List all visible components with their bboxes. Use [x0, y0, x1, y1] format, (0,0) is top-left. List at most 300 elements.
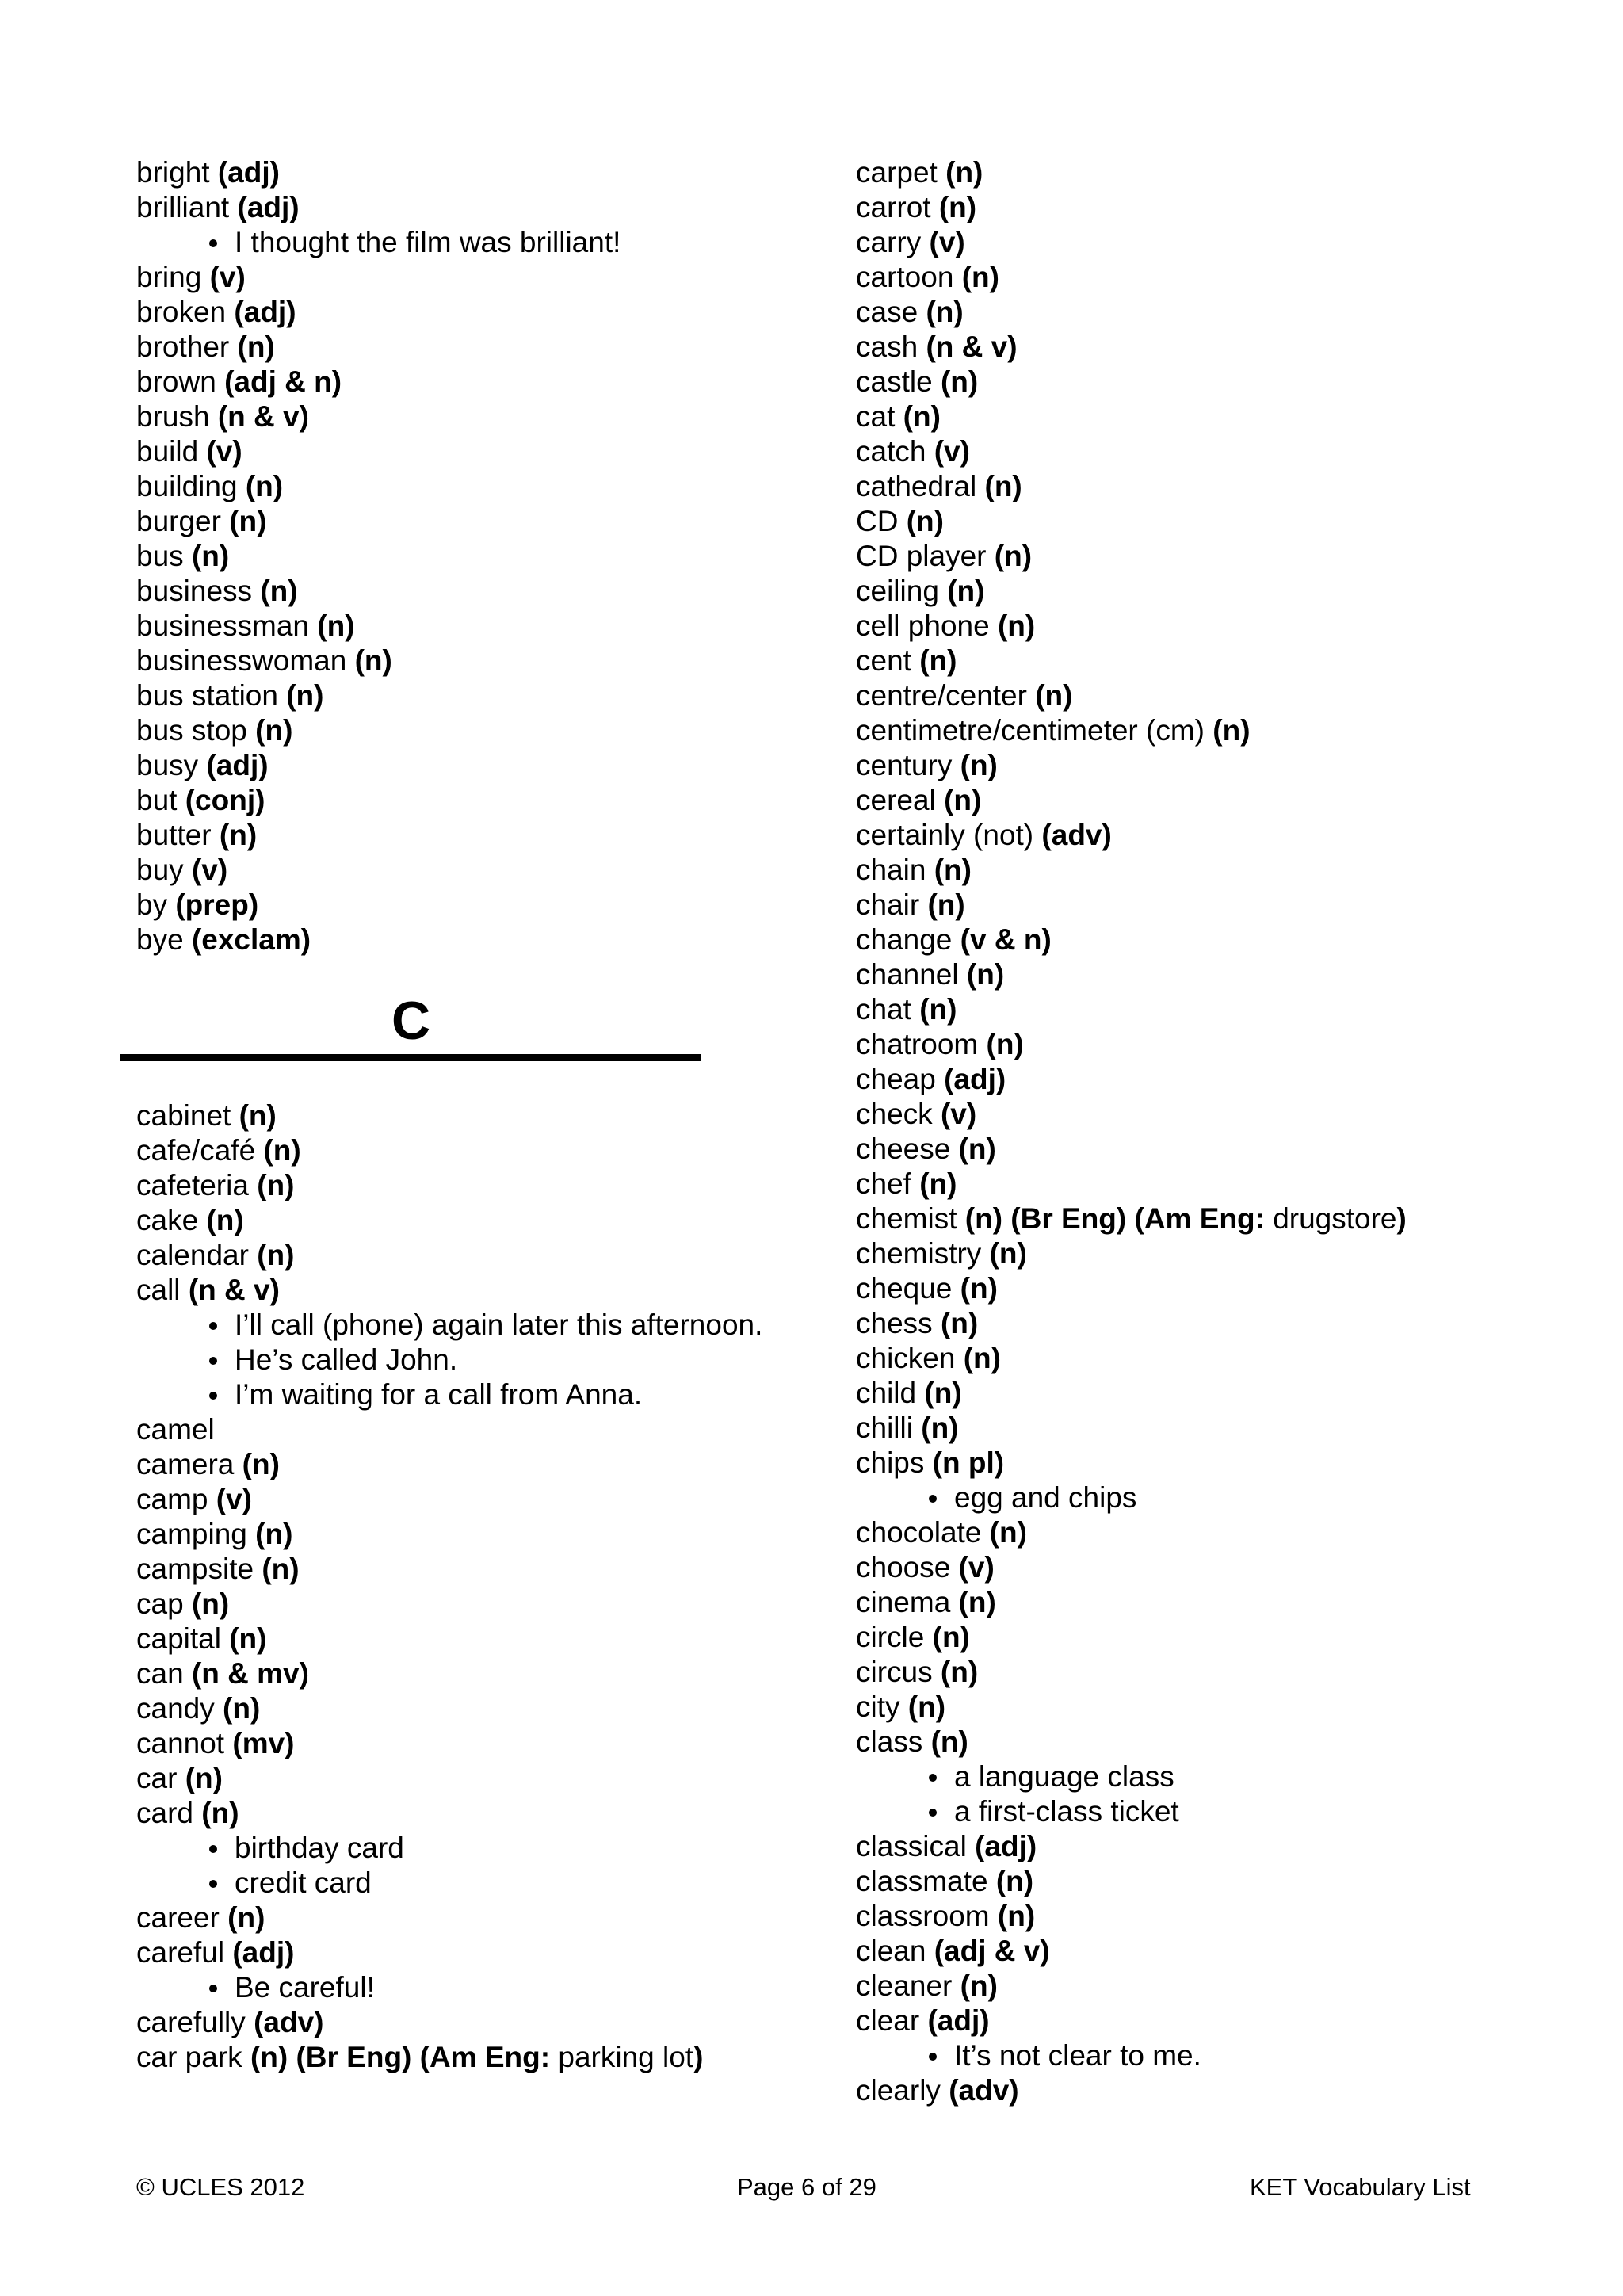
part-of-speech: (n) — [260, 575, 298, 607]
vocab-entry — [136, 365, 770, 399]
vocab-word: carry — [856, 226, 922, 258]
vocab-word: cathedral — [856, 470, 977, 502]
part-of-speech: (v) — [929, 226, 965, 258]
section-divider — [120, 1054, 701, 1061]
part-of-speech: (n) — [257, 1239, 295, 1271]
part-of-speech: (n) — [1035, 679, 1073, 712]
vocab-word: cent — [856, 644, 911, 677]
vocab-word: cleaner — [856, 1969, 953, 2002]
part-of-speech: (n) — [906, 505, 944, 537]
part-of-speech: (exclam) — [191, 923, 311, 956]
vocab-word: career — [136, 1901, 220, 1934]
vocab-entry — [856, 1271, 1601, 1306]
vocab-entry — [856, 1027, 1601, 1062]
vocab-word: class — [856, 1725, 923, 1758]
vocab-word: clearly — [856, 2074, 941, 2107]
part-of-speech: (n) — [934, 854, 972, 886]
part-of-speech: (n) — [229, 505, 267, 537]
vocab-entry — [136, 678, 770, 713]
part-of-speech: (n) — [960, 1272, 998, 1305]
vocab-entry — [856, 365, 1601, 399]
example-item — [136, 1343, 818, 1377]
vocab-entry — [856, 957, 1601, 992]
part-of-speech: (n) — [963, 1342, 1001, 1374]
example-item — [136, 1970, 818, 2005]
part-of-speech: (n) (Br Eng) (Am Eng: — [250, 2041, 551, 2073]
vocab-entry — [856, 1550, 1601, 1585]
vocab-entry — [856, 1062, 1601, 1097]
vocab-entry — [136, 783, 770, 818]
vocab-word: brush — [136, 400, 210, 433]
vocab-entry — [856, 1515, 1601, 1550]
footer-copyright: © UCLES 2012 — [136, 2173, 305, 2201]
vocab-entry — [856, 539, 1601, 574]
vocab-entry — [136, 1168, 818, 1203]
vocab-word: clean — [856, 1935, 926, 1967]
vocab-word: business — [136, 575, 253, 607]
vocab-entry — [856, 1236, 1601, 1271]
vocab-entry — [136, 155, 770, 190]
vocab-word: candy — [136, 1692, 215, 1725]
vocab-entry — [136, 1656, 818, 1691]
part-of-speech: (n) — [317, 609, 355, 642]
vocab-entry — [136, 1935, 818, 1970]
part-of-speech: (n) (Br Eng) (Am Eng: — [964, 1202, 1265, 1235]
part-of-speech: (n) — [997, 609, 1036, 642]
vocab-word: bright — [136, 156, 210, 189]
vocab-word: classical — [856, 1830, 967, 1862]
part-of-speech: (n) — [940, 1656, 979, 1688]
vocab-word: carrot — [856, 191, 931, 223]
vocab-entry — [856, 1585, 1601, 1620]
vocab-entry — [856, 1446, 1601, 1480]
vocab-word: chatroom — [856, 1028, 979, 1060]
part-of-speech: (n pl) — [932, 1446, 1005, 1479]
bullet-icon — [209, 1357, 217, 1365]
part-of-speech: (n) — [926, 296, 964, 328]
part-of-speech: (v) — [206, 435, 242, 468]
vocab-word: businesswoman — [136, 644, 347, 677]
bullet-icon — [209, 239, 217, 247]
vocab-word: circle — [856, 1621, 925, 1653]
vocab-word: CD — [856, 505, 899, 537]
part-of-speech: (prep) — [175, 888, 259, 921]
vocab-word: capital — [136, 1622, 221, 1655]
part-of-speech: (v) — [216, 1483, 252, 1515]
part-of-speech: (adv) — [949, 2074, 1019, 2107]
vocab-entry — [856, 1376, 1601, 1411]
vocab-entry — [136, 1517, 818, 1552]
example-item — [136, 1377, 818, 1412]
part-of-speech: (n) — [995, 1865, 1034, 1897]
vocab-word: chef — [856, 1167, 911, 1200]
vocab-word: burger — [136, 505, 221, 537]
vocab-word: brown — [136, 365, 216, 398]
vocab-word: certainly (not) — [856, 819, 1034, 851]
part-of-speech: (n & v) — [217, 400, 309, 433]
part-of-speech: (n) — [997, 1900, 1036, 1932]
vocab-entry — [856, 2073, 1601, 2108]
vocab-word: cake — [136, 1204, 199, 1236]
vocab-entry — [856, 1620, 1601, 1655]
vocab-word: broken — [136, 296, 227, 328]
vocab-word: child — [856, 1377, 917, 1409]
vocab-entry — [856, 155, 1601, 190]
part-of-speech: (n) — [938, 191, 977, 223]
part-of-speech: (n) — [255, 714, 293, 747]
part-of-speech: (n) — [984, 470, 1022, 502]
vocab-entry — [136, 434, 770, 469]
vocab-word: busy — [136, 749, 199, 781]
part-of-speech: (n) — [263, 1134, 301, 1167]
example-item — [856, 2038, 1601, 2073]
vocab-entry — [136, 1203, 818, 1238]
vocab-word: building — [136, 470, 238, 502]
vocab-entry — [856, 1690, 1601, 1725]
example-sentence: a first-class ticket — [954, 1795, 1179, 1828]
vocab-entry — [856, 260, 1601, 295]
section-heading: C — [391, 991, 431, 1051]
part-of-speech: (adj) — [927, 2004, 990, 2037]
left-column-bottom — [136, 1098, 818, 2075]
vocab-entry — [136, 818, 770, 853]
vocab-word: centre/center — [856, 679, 1027, 712]
vocab-entry — [136, 539, 770, 574]
bullet-icon — [209, 1392, 217, 1400]
vocab-entry — [136, 399, 770, 434]
vocab-word: can — [136, 1657, 184, 1690]
footer-document-title: KET Vocabulary List — [1250, 2173, 1471, 2201]
vocab-entry — [136, 609, 770, 644]
vocab-entry — [856, 504, 1601, 539]
vocab-entry — [136, 1552, 818, 1587]
part-of-speech: (n) — [919, 1167, 957, 1200]
vocab-word: butter — [136, 819, 212, 851]
part-of-speech: (n) — [239, 1099, 277, 1132]
part-of-speech: (n) — [989, 1516, 1027, 1549]
vocab-entry — [136, 330, 770, 365]
part-of-speech: (n) — [262, 1553, 300, 1585]
vocab-word: camping — [136, 1518, 247, 1550]
vocab-entry — [856, 1934, 1601, 1969]
part-of-speech: (n) — [921, 1412, 959, 1444]
example-item — [136, 1831, 818, 1866]
example-item — [856, 1794, 1601, 1829]
vocab-entry — [136, 748, 770, 783]
vocab-entry — [856, 1097, 1601, 1132]
left-column-top — [136, 155, 770, 957]
vocab-word: chair — [856, 888, 920, 921]
vocab-entry — [136, 1447, 818, 1482]
vocab-entry — [136, 469, 770, 504]
vocab-word: camera — [136, 1448, 235, 1480]
footer-page-number: Page 6 of 29 — [737, 2173, 876, 2201]
vocab-word: ceiling — [856, 575, 939, 607]
example-item — [856, 1480, 1601, 1515]
example-sentence: birthday card — [235, 1832, 404, 1864]
part-of-speech: (n) — [242, 1448, 280, 1480]
vocab-entry — [136, 190, 770, 225]
vocab-word: businessman — [136, 609, 310, 642]
vocab-entry — [136, 260, 770, 295]
vocab-entry — [856, 434, 1601, 469]
vocab-entry — [856, 2004, 1601, 2038]
vocab-word: chain — [856, 854, 926, 886]
vocab-entry — [136, 1133, 818, 1168]
part-of-speech: (n) — [286, 679, 324, 712]
part-of-speech: (v) — [958, 1551, 995, 1584]
vocab-word: cabinet — [136, 1099, 231, 1132]
part-of-speech: (n) — [924, 1377, 962, 1409]
part-of-speech: (adj) — [234, 296, 296, 328]
example-item — [136, 1866, 818, 1901]
vocab-word: camp — [136, 1483, 208, 1515]
vocab-word: CD player — [856, 540, 987, 572]
part-of-speech: (mv) — [232, 1727, 295, 1759]
vocab-entry — [136, 888, 770, 923]
vocab-word: centimetre/centimeter (cm) — [856, 714, 1205, 747]
vocab-entry — [856, 713, 1601, 748]
part-of-speech: (n) — [245, 470, 284, 502]
part-of-speech: (n) — [206, 1204, 244, 1236]
vocab-word: buy — [136, 854, 184, 886]
vocab-word: century — [856, 749, 953, 781]
vocab-entry — [856, 644, 1601, 678]
vocab-word: build — [136, 435, 199, 468]
vocab-word: check — [856, 1098, 933, 1130]
vocab-entry — [136, 1482, 818, 1517]
part-of-speech: (n) — [1212, 714, 1251, 747]
vocab-entry — [856, 818, 1601, 853]
bullet-icon — [929, 1495, 937, 1503]
vocab-word: call — [136, 1274, 181, 1306]
part-of-speech: (n) — [940, 1307, 979, 1339]
bullet-icon — [929, 2053, 937, 2061]
vocab-word: calendar — [136, 1239, 249, 1271]
vocab-word: cheque — [856, 1272, 953, 1305]
vocab-entry — [856, 469, 1601, 504]
vocab-entry — [136, 1412, 818, 1447]
american-english-note: drugstore — [1273, 1202, 1397, 1235]
part-of-speech: (adj) — [944, 1063, 1006, 1095]
part-of-speech: (adj) — [217, 156, 280, 189]
vocab-word: chilli — [856, 1412, 913, 1444]
part-of-speech: (n) — [994, 540, 1033, 572]
vocab-entry — [856, 1306, 1601, 1341]
vocab-word: classmate — [856, 1865, 988, 1897]
part-of-speech: (adv) — [254, 2006, 324, 2038]
part-of-speech: (adj) — [975, 1830, 1037, 1862]
example-sentence: I’m waiting for a call from Anna. — [235, 1378, 643, 1411]
vocab-entry — [136, 923, 770, 957]
vocab-entry — [856, 1969, 1601, 2004]
part-of-speech: (n) — [185, 1762, 223, 1794]
vocab-word: but — [136, 784, 178, 816]
bullet-icon — [209, 1322, 217, 1330]
vocab-word: chess — [856, 1307, 933, 1339]
part-of-speech: (n) — [930, 1725, 968, 1758]
american-english-note: parking lot — [558, 2041, 694, 2073]
vocab-entry — [856, 888, 1601, 923]
part-of-speech: (n) — [958, 1133, 996, 1165]
bullet-icon — [209, 1845, 217, 1853]
vocab-entry — [856, 1341, 1601, 1376]
vocab-word: clear — [856, 2004, 920, 2037]
vocab-word: camel — [136, 1413, 215, 1446]
part-of-speech: (n & v) — [188, 1274, 280, 1306]
vocab-entry — [136, 1587, 818, 1622]
vocab-entry — [856, 1899, 1601, 1934]
vocab-word: circus — [856, 1656, 933, 1688]
vocab-entry — [136, 295, 770, 330]
vocab-entry — [856, 190, 1601, 225]
vocab-entry — [136, 1796, 818, 1831]
vocab-word: bus stop — [136, 714, 247, 747]
part-of-speech: (n) — [945, 156, 983, 189]
vocab-entry — [856, 1725, 1601, 1759]
vocab-word: channel — [856, 958, 959, 991]
part-of-speech: (n) — [903, 400, 941, 433]
part-of-speech: (n) — [986, 1028, 1024, 1060]
vocab-word: chocolate — [856, 1516, 982, 1549]
vocab-entry — [136, 1691, 818, 1726]
vocab-word: choose — [856, 1551, 951, 1584]
vocab-word: bring — [136, 261, 202, 293]
part-of-speech: (n) — [989, 1237, 1027, 1270]
vocab-word: cash — [856, 330, 918, 363]
vocab-entry — [856, 1167, 1601, 1201]
part-of-speech: (n) — [940, 365, 979, 398]
example-sentence: I thought the film was brilliant! — [235, 226, 621, 258]
vocab-word: carpet — [856, 156, 938, 189]
vocab-entry — [136, 1098, 818, 1133]
right-column — [856, 155, 1601, 2108]
vocab-entry — [856, 609, 1601, 644]
vocab-word: carefully — [136, 2006, 246, 2038]
vocab-word: cell phone — [856, 609, 990, 642]
vocab-word: cafeteria — [136, 1169, 249, 1201]
example-sentence: a language class — [954, 1760, 1174, 1793]
vocab-entry — [856, 992, 1601, 1027]
vocab-entry — [856, 1411, 1601, 1446]
part-of-speech: (adj & v) — [934, 1935, 1050, 1967]
example-sentence: credit card — [235, 1866, 372, 1899]
vocab-word: classroom — [856, 1900, 990, 1932]
example-sentence: egg and chips — [954, 1481, 1137, 1514]
part-of-speech: (v) — [934, 435, 970, 468]
example-item — [136, 225, 770, 260]
bullet-icon — [209, 1985, 217, 1992]
vocab-entry — [136, 1622, 818, 1656]
vocab-entry — [136, 1901, 818, 1935]
part-of-speech: (n) — [257, 1169, 295, 1201]
part-of-speech: (n) — [958, 1586, 996, 1618]
part-of-speech: (n) — [201, 1797, 239, 1829]
vocab-word: cheap — [856, 1063, 936, 1095]
vocab-word: car — [136, 1762, 178, 1794]
vocab-word: catch — [856, 435, 926, 468]
vocab-word: bus station — [136, 679, 278, 712]
vocab-word: city — [856, 1690, 900, 1723]
example-item — [856, 1759, 1601, 1794]
part-of-speech: (v) — [940, 1098, 977, 1130]
example-sentence: It’s not clear to me. — [954, 2039, 1201, 2072]
part-of-speech: (n) — [944, 784, 982, 816]
vocab-entry — [856, 1655, 1601, 1690]
vocab-word: chemist — [856, 1202, 957, 1235]
vocab-entry — [856, 295, 1601, 330]
bullet-icon — [929, 1774, 937, 1782]
vocab-word: chips — [856, 1446, 925, 1479]
closing-paren: ) — [693, 2041, 704, 2073]
vocab-word: chemistry — [856, 1237, 982, 1270]
bullet-icon — [929, 1809, 937, 1817]
part-of-speech: (adj) — [206, 749, 269, 781]
vocab-entry — [136, 504, 770, 539]
part-of-speech: (n) — [191, 1587, 230, 1620]
closing-paren: ) — [1396, 1202, 1407, 1235]
vocab-word: chicken — [856, 1342, 956, 1374]
vocab-word: change — [856, 923, 953, 956]
part-of-speech: (v) — [209, 261, 246, 293]
vocab-word: cartoon — [856, 261, 954, 293]
vocab-word: cap — [136, 1587, 184, 1620]
part-of-speech: (n) — [966, 958, 1005, 991]
part-of-speech: (n) — [229, 1622, 267, 1655]
vocab-entry — [856, 1864, 1601, 1899]
part-of-speech: (adj) — [237, 191, 300, 223]
vocab-entry — [856, 783, 1601, 818]
part-of-speech: (n) — [354, 644, 392, 677]
bullet-icon — [209, 1880, 217, 1888]
vocab-word: brother — [136, 330, 230, 363]
vocab-entry — [136, 2005, 818, 2040]
vocab-entry — [856, 574, 1601, 609]
vocab-entry — [136, 1273, 818, 1308]
part-of-speech: (adj & n) — [224, 365, 342, 398]
vocab-word: chat — [856, 993, 911, 1026]
vocab-entry — [856, 1829, 1601, 1864]
vocab-entry — [856, 225, 1601, 260]
part-of-speech: (n) — [960, 749, 998, 781]
part-of-speech: (n) — [227, 1901, 265, 1934]
vocab-word: cinema — [856, 1586, 951, 1618]
vocab-word: brilliant — [136, 191, 230, 223]
part-of-speech: (n) — [907, 1690, 946, 1723]
vocab-word: cannot — [136, 1727, 225, 1759]
vocab-word: castle — [856, 365, 933, 398]
example-sentence: I’ll call (phone) again later this afternoon. — [235, 1308, 763, 1341]
vocab-entry — [856, 853, 1601, 888]
vocab-entry — [136, 2040, 818, 2075]
vocab-entry — [136, 1761, 818, 1796]
part-of-speech: (adj) — [232, 1936, 295, 1969]
vocab-word: case — [856, 296, 918, 328]
part-of-speech: (n) — [919, 644, 957, 677]
vocab-word: by — [136, 888, 168, 921]
vocab-word: cereal — [856, 784, 936, 816]
part-of-speech: (n) — [947, 575, 985, 607]
vocab-word: card — [136, 1797, 193, 1829]
vocab-entry — [136, 713, 770, 748]
part-of-speech: (n & v) — [926, 330, 1018, 363]
vocab-entry — [856, 923, 1601, 957]
part-of-speech: (v & n) — [960, 923, 1052, 956]
vocab-entry — [136, 574, 770, 609]
vocab-entry — [856, 678, 1601, 713]
vocab-entry — [856, 1201, 1601, 1236]
vocab-word: bye — [136, 923, 184, 956]
